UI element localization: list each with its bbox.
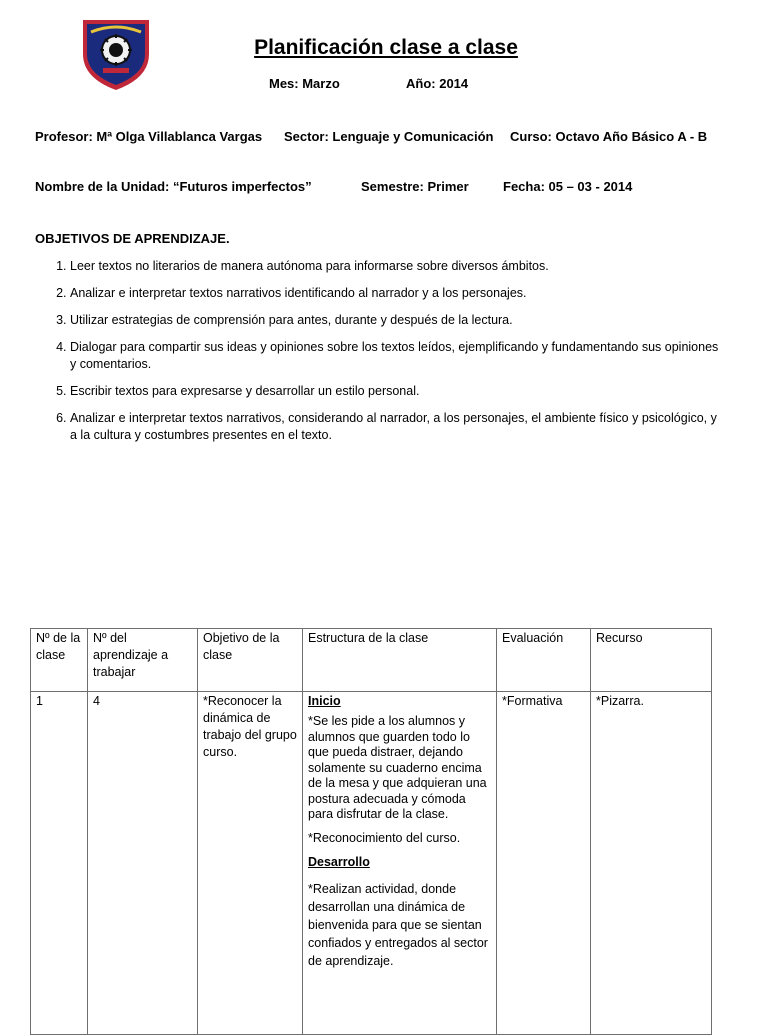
objectives-list	[35, 258, 725, 454]
inicio-paragraph: *Se les pide a los alumnos y alumnos que guarden todo lo que pueda distraer, dejando solamente su cuaderno encima de la mesa y que adquieran una postura adecuada y cómoda para disfrutar de la clase.	[308, 714, 487, 821]
objective-item: 4. Dialogar para compartir sus ideas y opiniones sobre los textos leídos, ejemplificando y fundamentando sus opiniones y comentarios.	[70, 339, 725, 373]
header-learning-number: Nº del aprendizaje a trabajar	[88, 629, 198, 692]
section-title-desarrollo: Desarrollo	[308, 855, 370, 869]
inicio-paragraph: *Reconocimiento del curso.	[308, 830, 461, 845]
cell-class-structure	[303, 692, 497, 1035]
header-evaluation: Evaluación	[497, 629, 591, 692]
header-class-objective: Objetivo de la clase	[198, 629, 303, 692]
cell-learning-number: 4	[88, 692, 198, 1035]
objective-item: 5. Escribir textos para expresarse y desarrollar un estilo personal.	[70, 383, 725, 400]
table-header-row	[31, 629, 712, 692]
sector-label: Sector: Lenguaje y Comunicación	[284, 129, 494, 144]
date-label: Fecha: 05 – 03 - 2014	[503, 179, 633, 194]
lesson-plan-table	[30, 628, 712, 1035]
header-class-number: Nº de la clase	[31, 629, 88, 692]
table-row	[31, 692, 712, 1035]
year-label: Año: 2014	[406, 76, 469, 91]
teacher-label: Profesor: Mª Olga Villablanca Vargas	[35, 129, 263, 144]
semester-label: Semestre: Primer	[361, 179, 469, 194]
month-label: Mes: Marzo	[269, 76, 340, 91]
cell-class-objective: *Reconocer la dinámica de trabajo del grupo curso.	[198, 692, 303, 1035]
objective-item: 2. Analizar e interpretar textos narrativos identificando al narrador y a los personajes.	[70, 285, 725, 302]
objective-item: 3. Utilizar estrategias de comprensión para antes, durante y después de la lectura.	[70, 312, 725, 329]
cell-resource: *Pizarra.	[591, 692, 712, 1035]
header-class-structure: Estructura de la clase	[303, 629, 497, 692]
header-resource: Recurso	[591, 629, 712, 692]
unit-name-label: Nombre de la Unidad: “Futuros imperfectos”	[35, 179, 312, 194]
desarrollo-paragraph: *Realizan actividad, donde desarrollan una dinámica de bienvenida para que se sientan confiados y entregados al sector de aprendizaje.	[308, 882, 488, 968]
objective-item: 6. Analizar e interpretar textos narrativos, considerando al narrador, a los personajes, el ambiente físico y psicológico, y a la cultura y costumbres presentes en el texto.	[70, 410, 725, 444]
cell-evaluation: *Formativa	[497, 692, 591, 1035]
course-label: Curso: Octavo Año Básico A - B	[510, 129, 708, 144]
section-title-inicio: Inicio	[308, 694, 341, 708]
objectives-heading: OBJETIVOS DE APRENDIZAJE.	[35, 231, 230, 246]
cell-class-number: 1	[31, 692, 88, 1035]
page-title: Planificación clase a clase	[254, 36, 518, 59]
objective-item: 1. Leer textos no literarios de manera autónoma para informarse sobre diversos ámbitos.	[70, 258, 725, 275]
